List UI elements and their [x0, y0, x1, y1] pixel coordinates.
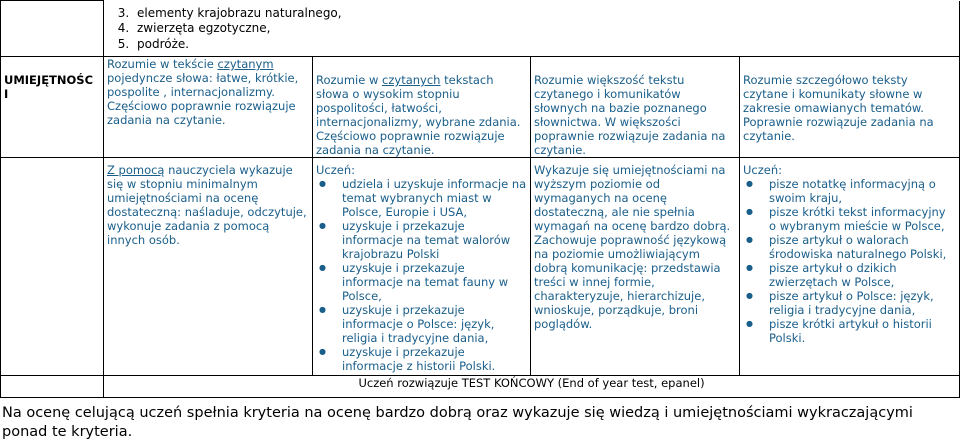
tasks-grade-3: [313, 158, 531, 376]
topics-empty-cell: [1, 1, 104, 57]
topics-cell: [104, 1, 960, 57]
cell-text: tekstach słowa o wysokim stopniu pospolitości, łatwości, internacjonalizmy, wybrane zdania. Częściowo poprawnie rozwiązuje zadania na czytanie.: [316, 73, 521, 157]
bullet-item: ● udziela i uzyskuje informacje na temat wybranych miast w Polsce, Europie i USA,: [316, 177, 527, 219]
cell-text: Rozumie w tekście: [107, 57, 218, 71]
tasks-grade-4: Wykazuje się umiejętnościami na wyższym poziomie od wymaganych na ocenę dostateczną, ale nie spełnia wymagań na ocenę bardzo dobrą. Zachowuje poprawność językową na poziomie umożliwiającym dobrą komunikację: przedstawia treści w innej formie, charakteryzuje, hierarchizuje, wnioskuje, porządkuje, broni poglądów.: [531, 158, 740, 376]
skills-grade-2: [104, 57, 313, 158]
bullet-item: ● pisze artykuł o Polsce: język, religia i tradycyjne dania,: [743, 289, 956, 317]
bullet-item: ● uzyskuje i przekazuje informacje na temat fauny w Polsce,: [316, 261, 527, 303]
skills-row: [1, 57, 960, 158]
row-header-line: UMIEJĘTNOŚC: [4, 73, 94, 87]
skills-grade-5: Rozumie szczegółowo teksty czytane i komunikaty słowne w zakresie omawianych tematów. Poprawnie rozwiązuje zadania na czytanie.: [740, 57, 960, 158]
bullet-item: ● pisze artykuł o walorach środowiska naturalnego Polski,: [743, 233, 956, 261]
skills-grade-3: [313, 57, 531, 158]
bullet-item: ● pisze notatkę informacyjną o swoim kraju,: [743, 177, 956, 205]
cell-heading: Uczeń:: [316, 163, 356, 177]
tasks-grade-5: [740, 158, 960, 376]
bullet-item: ● uzyskuje i przekazuje informacje o Polsce: język, religia i tradycyjne dania,: [316, 303, 527, 345]
bullet-item: ● uzyskuje i przekazuje informacje na temat walorów krajobrazu Polski: [316, 219, 527, 261]
bullet-item: ● pisze artykuł o dzikich zwierzętach w Polsce,: [743, 261, 956, 289]
topics-list: [107, 6, 956, 53]
underlined-text: czytanych: [382, 73, 441, 87]
bottom-note: Na ocenę celującą uczeń spełnia kryteria na ocenę bardzo dobrą oraz wykazuje się wiedzą i umiejętnościami wykraczającymi ponad te kryteria.: [2, 405, 913, 440]
underlined-text: Z pomocą: [107, 163, 165, 177]
underlined-text: czytanym: [217, 57, 274, 71]
cell-text: nauczyciela wykazuje się w stopniu minimalnym umiejętnościami na ocenę dostateczną: naśladuje, odczytuje, wykonuje zadania z pomocą innych osób.: [107, 163, 307, 247]
tasks-empty-cell: [1, 158, 104, 376]
bullet-list: [743, 177, 956, 345]
bullet-list: [316, 177, 527, 373]
skills-grade-4: Rozumie większość tekstu czytanego i komunikatów słownych na bazie poznanego słownictwa. W większości poprawnie rozwiązuje zadania na czytanie.: [531, 57, 740, 158]
final-test-empty-cell: [1, 376, 104, 398]
cell-text: Rozumie w: [316, 73, 383, 87]
topic-item: 4. zwierzęta egzotyczne,: [133, 21, 956, 37]
topic-item: 5. podróże.: [133, 37, 956, 53]
bullet-item: ● pisze krótki tekst informacyjny o wybranym mieście w Polsce,: [743, 205, 956, 233]
cell-heading: Uczeń:: [743, 163, 783, 177]
row-header-skills: [1, 57, 104, 158]
topics-row: [1, 1, 960, 57]
final-test-cell: Uczeń rozwiązuje TEST KOŃCOWY (End of year test, epanel): [104, 376, 960, 398]
tasks-row: [1, 158, 960, 376]
row-header-line: I: [4, 87, 9, 101]
bullet-item: ● pisze krótki artykuł o historii Polski.: [743, 317, 956, 345]
bullet-item: ● uzyskuje i przekazuje informacje z historii Polski.: [316, 345, 527, 373]
final-test-row: [1, 376, 960, 398]
topic-item: 3. elementy krajobrazu naturalnego,: [133, 6, 956, 22]
cell-text: pojedyncze słowa: łatwe, krótkie, pospolite , internacjonalizmy. Częściowo poprawnie rozwiązuje zadania na czytanie.: [107, 71, 299, 127]
tasks-grade-2: [104, 158, 313, 376]
